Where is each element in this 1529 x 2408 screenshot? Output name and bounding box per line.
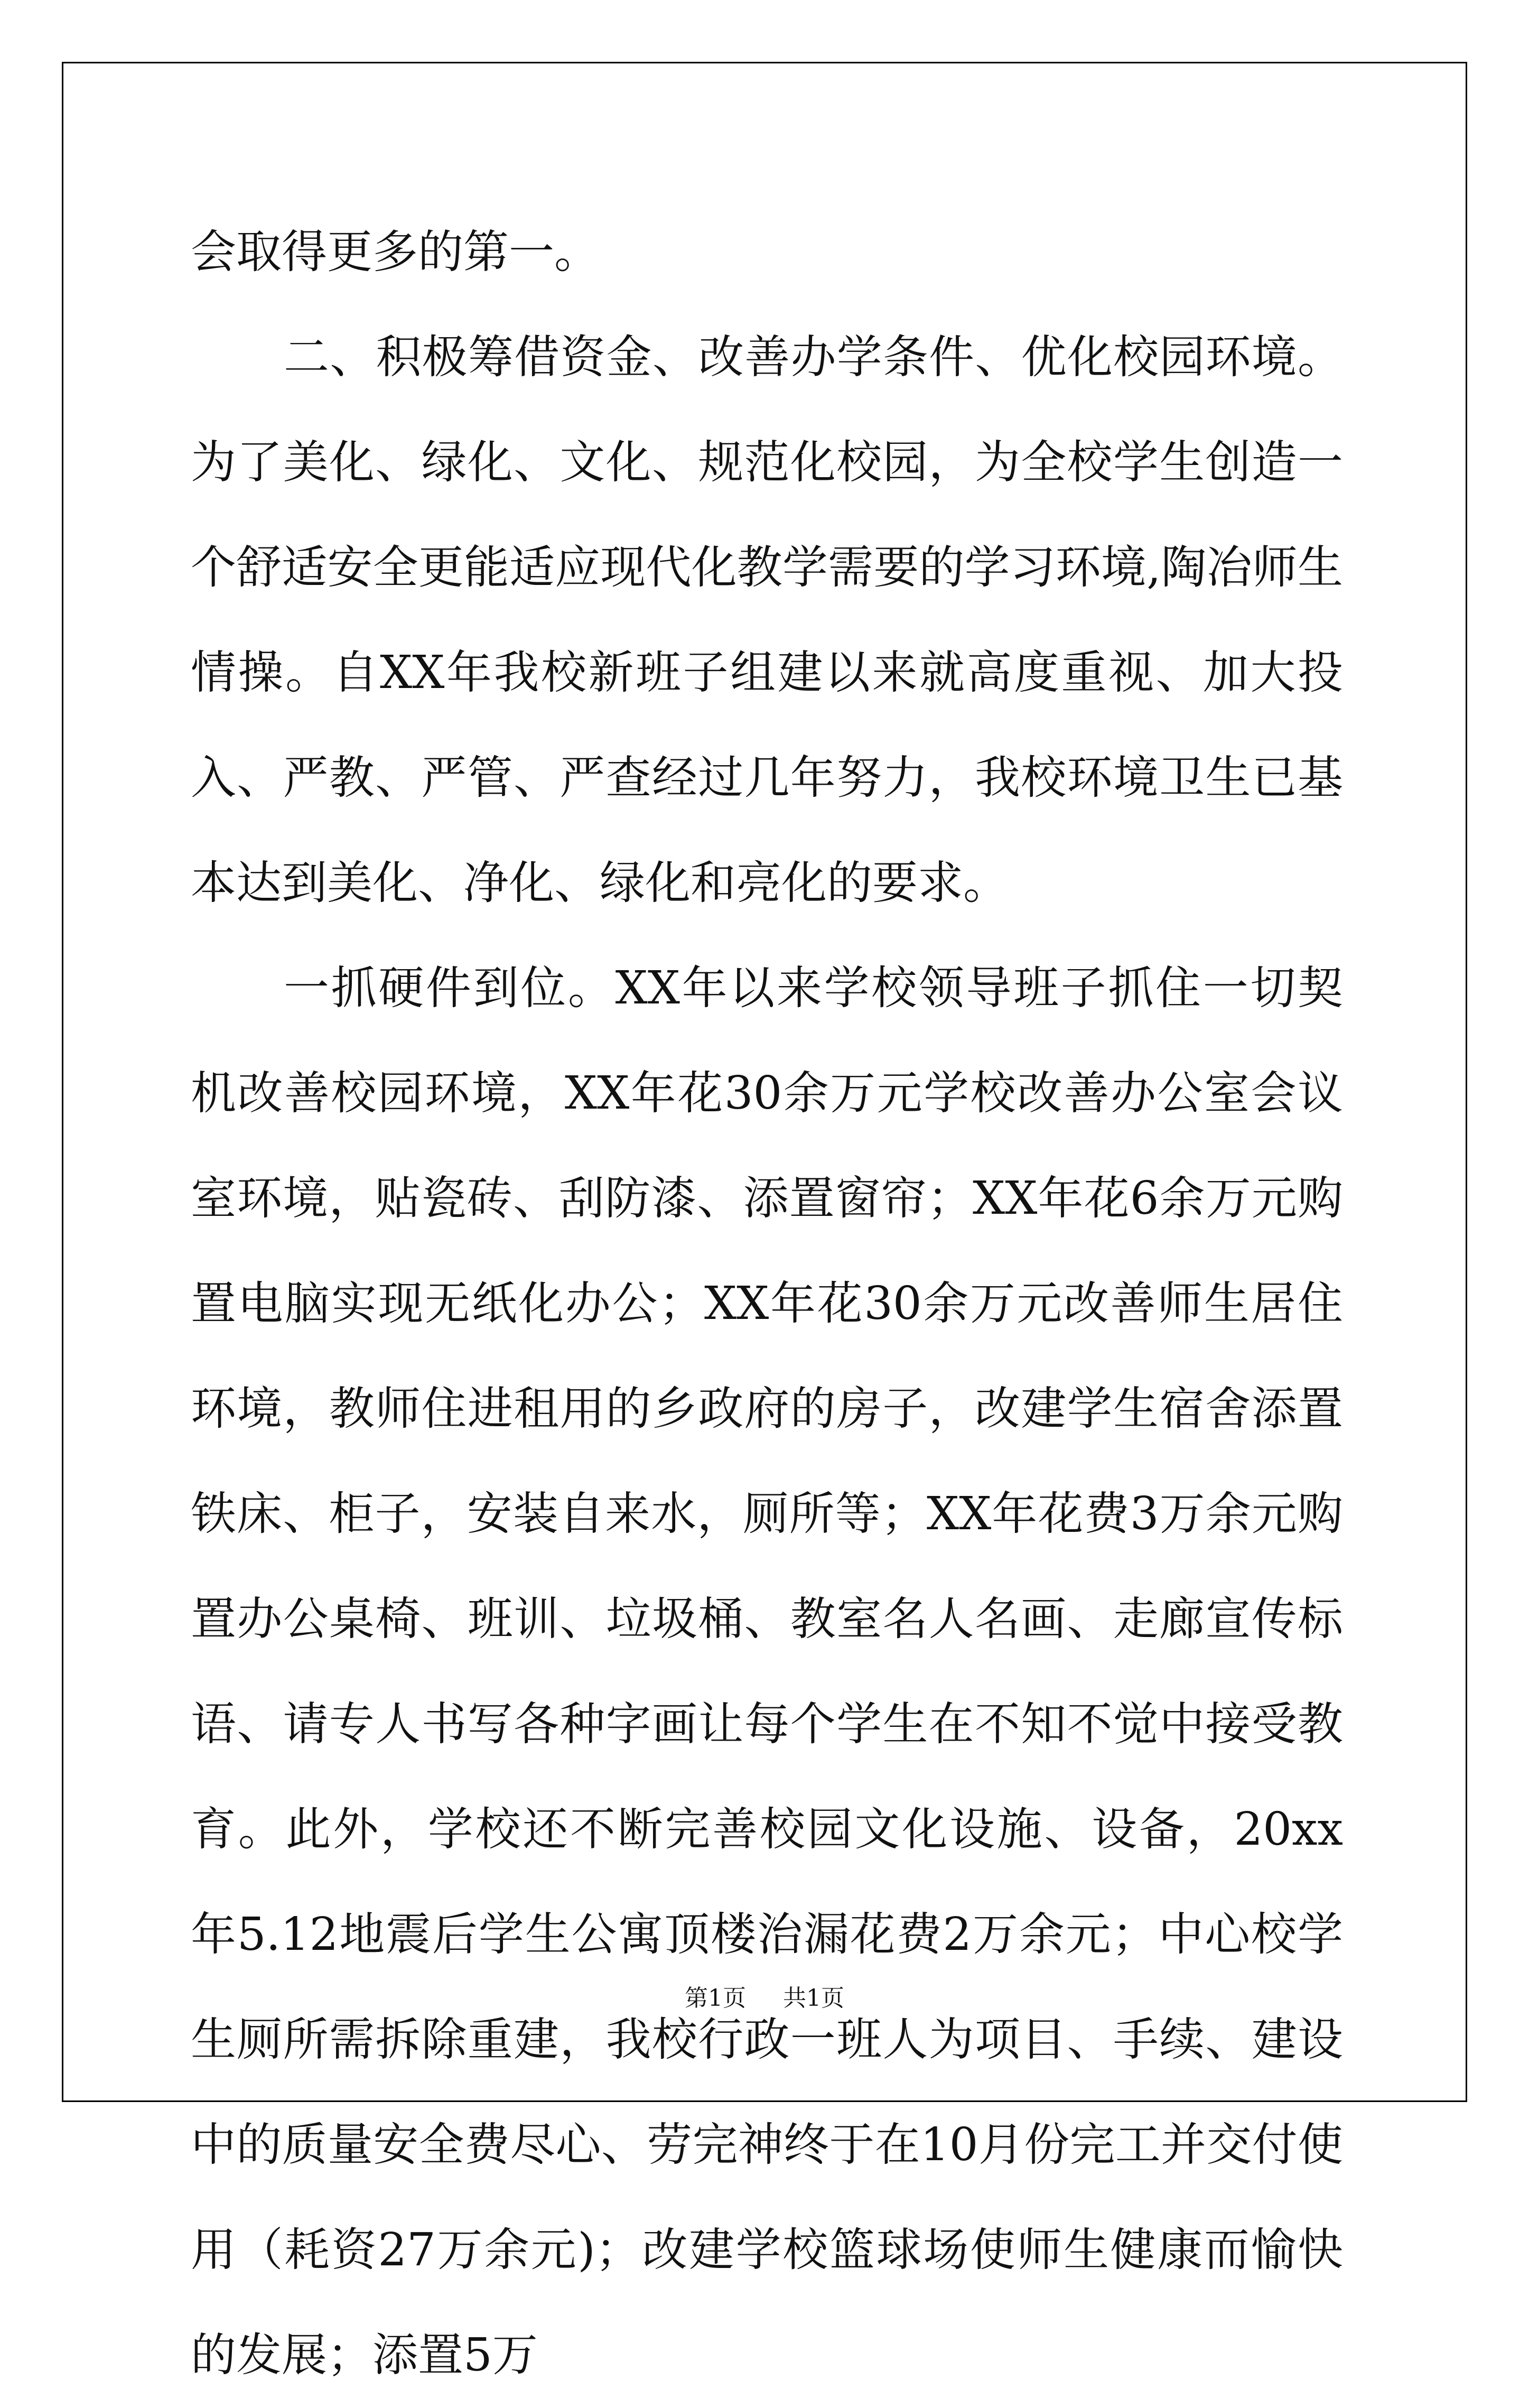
paragraph-continuation: 会取得更多的第一。 <box>191 226 600 278</box>
page-total: 共1页 <box>783 1985 844 2012</box>
page-number: 第1页 <box>685 1985 746 2012</box>
paragraph-funding: 二、积极筹借资金、改善办学条件、优化校园环境。为了美化、绿化、文化、规范化校园，为全校学生创造一个舒适安全更能适应现代化教学需要的学习环境,陶冶师生情操。自XX年我校新班子组建以来就高度重视、加大投入、严教、严管、严查经过几年努力，我校环境卫生已基本达到美化、净化、绿化和亮化的要求。 <box>191 331 1343 909</box>
paragraph-hardware: 一抓硬件到位。XX年以来学校领导班子抓住一切契机改善校园环境，XX年花30余万元学校改善办公室会议室环境，贴瓷砖、刮防漆、添置窗帘；XX年花6余万元购置电脑实现无纸化办公；XX年花30余万元改善师生居住环境，教师住进租用的乡政府的房子，改建学生宿舍添置铁床、柜子，安装自来水，厕所等；XX年花费3万余元购置办公桌椅、班训、垃圾桶、教室名人名画、走廊宣传标语、请专人书写各种字画让每个学生在不知不觉中接受教育。此外，学校还不断完善校园文化设施、设备，20xx年5.12地震后学生公寓顶楼治漏花费2万余元；中心校学生厕所需拆除重建，我校行政一班人为项目、手续、建设中的质量安全费尽心、劳完神终于在10月份完工并交付使用（耗资27万余元)；改建学校篮球场使师生健康而愉快的发展；添置5万 <box>191 962 1343 2382</box>
document-body <box>191 200 1343 2408</box>
page-footer <box>0 1979 1529 2013</box>
